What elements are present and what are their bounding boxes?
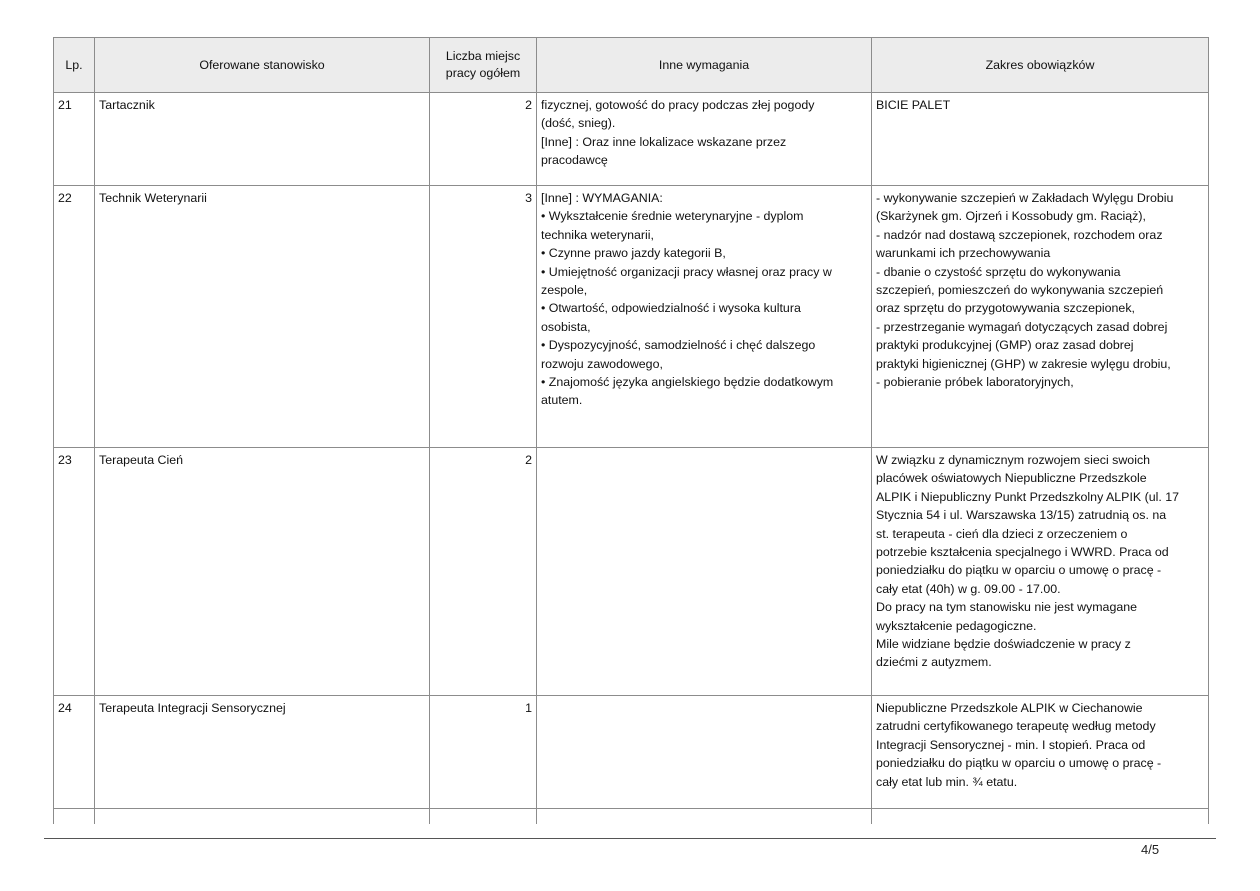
cell-text-line: • Czynne prawo jazdy kategorii B, — [541, 246, 726, 261]
row-position: Tartacznik — [95, 93, 430, 186]
header-count — [430, 38, 537, 93]
cell-text-line: dziećmi z autyzmem. — [876, 655, 992, 670]
cell-text-line: - pobieranie próbek laboratoryjnych, — [876, 375, 1074, 390]
table-row — [54, 93, 1209, 186]
row-requirements — [537, 186, 872, 448]
cell-text-line: praktyki higienicznej (GHP) w zakresie wylęgu drobiu, — [876, 356, 1171, 371]
table-row — [54, 448, 1209, 696]
row-requirements — [537, 696, 872, 809]
cell-text-line: (Skarżynek gm. Ojrzeń i Kossobudy gm. Raciąż), — [876, 209, 1146, 224]
cell-text-line: osobista, — [541, 319, 591, 334]
cell-text-line: Stycznia 54 i ul. Warszawska 13/15) zatrudnią os. na — [876, 508, 1167, 523]
row-lp: 23 — [54, 448, 95, 696]
row-position: Terapeuta Cień — [95, 448, 430, 696]
cell-text-line: warunkami ich przechowywania — [876, 246, 1051, 261]
cell-text-line: - wykonywanie szczepień w Zakładach Wylęgu Drobiu — [876, 191, 1174, 205]
cell-text-line: BICIE PALET — [876, 98, 951, 112]
cell-text-line: zespole, — [541, 283, 588, 298]
cell-text-line: • Dyspozycyjność, samodzielność i chęć dalszego — [541, 338, 816, 353]
cell-text-line: wykształcenie pedagogiczne. — [876, 618, 1037, 633]
cell-text-line: cały etat (40h) w g. 09.00 - 17.00. — [876, 581, 1061, 596]
cell-text-line: Niepubliczne Przedszkole ALPIK w Ciechanowie — [876, 701, 1143, 715]
cell-text-line: [Inne] : WYMAGANIA: — [541, 191, 663, 205]
cell-text-line: cały etat lub min. ¾ etatu. — [876, 774, 1018, 789]
page-number: 4/5 — [1141, 842, 1160, 857]
footer-divider — [44, 838, 1216, 839]
row-duties — [872, 696, 1209, 809]
row-lp: 22 — [54, 186, 95, 448]
table-header-row — [54, 38, 1209, 93]
row-count: 3 — [430, 186, 537, 448]
header-position: Oferowane stanowisko — [95, 38, 430, 93]
cell-text-line: - dbanie o czystość sprzętu do wykonywania — [876, 264, 1121, 279]
cell-text-line: (dość, snieg). — [541, 116, 616, 131]
cell-text-line: • Wykształcenie średnie weterynaryjne - dyplom — [541, 209, 804, 224]
continuation-cell — [537, 809, 872, 825]
cell-text-line: - nadzór nad dostawą szczepionek, rozchodem oraz — [876, 227, 1163, 242]
continuation-cell — [95, 809, 430, 825]
row-lp: 24 — [54, 696, 95, 809]
row-position: Terapeuta Integracji Sensorycznej — [95, 696, 430, 809]
cell-text-line: • Umiejętność organizacji pracy własnej oraz pracy w — [541, 264, 832, 279]
cell-text-line: • Otwartość, odpowiedzialność i wysoka kultura — [541, 301, 801, 316]
cell-text-line: praktyki produkcyjnej (GMP) oraz zasad dobrej — [876, 338, 1134, 353]
cell-text-line: zatrudni certyfikowanego terapeutę według metody — [876, 719, 1156, 734]
cell-text-line: Integracji Sensorycznej - min. I stopień. Praca od — [876, 737, 1146, 752]
cell-text-line: placówek oświatowych Niepubliczne Przedszkole — [876, 471, 1147, 486]
cell-text-line: rozwoju zawodowego, — [541, 356, 663, 371]
header-count-line2: pracy ogółem — [445, 66, 521, 80]
cell-text-line: Do pracy na tym stanowisku nie jest wymagane — [876, 600, 1138, 615]
cell-text-line: poniedziałku do piątku w oparciu o umowę o pracę - — [876, 563, 1162, 578]
cell-text-line: Mile widziane będzie doświadczenie w pracy z — [876, 637, 1131, 652]
cell-text-line: technika weterynarii, — [541, 227, 654, 242]
cell-text-line: atutem. — [541, 393, 583, 408]
continuation-cell — [872, 809, 1209, 825]
header-requirements: Inne wymagania — [537, 38, 872, 93]
cell-text-line: st. terapeuta - cień dla dzieci z orzeczeniem o — [876, 526, 1128, 541]
table-continuation-row — [54, 809, 1209, 825]
cell-text-line: oraz sprzętu do przygotowywania szczepionek, — [876, 301, 1135, 316]
row-position: Technik Weterynarii — [95, 186, 430, 448]
continuation-cell — [54, 809, 95, 825]
row-count: 2 — [430, 448, 537, 696]
cell-text-line: [Inne] : Oraz inne lokalizace wskazane przez — [541, 134, 787, 149]
row-requirements — [537, 448, 872, 696]
cell-text-line: poniedziałku do piątku w oparciu o umowę o pracę - — [876, 756, 1162, 771]
row-count: 1 — [430, 696, 537, 809]
row-duties — [872, 93, 1209, 186]
row-count: 2 — [430, 93, 537, 186]
cell-text-line: szczepień, pomieszczeń do wykonywania szczepień — [876, 283, 1164, 298]
row-duties — [872, 448, 1209, 696]
cell-text-line: W związku z dynamicznym rozwojem sieci swoich — [876, 453, 1151, 467]
table-row — [54, 696, 1209, 809]
row-requirements — [537, 93, 872, 186]
row-duties — [872, 186, 1209, 448]
table-row — [54, 186, 1209, 448]
cell-text-line: ALPIK i Niepubliczny Punkt Przedszkolny ALPIK (ul. 17 — [876, 489, 1180, 504]
header-count-line1: Liczba miejsc — [445, 49, 521, 63]
cell-text-line: fizycznej, gotowość do pracy podczas złej pogody — [541, 98, 815, 112]
row-lp: 21 — [54, 93, 95, 186]
cell-text-line: • Znajomość języka angielskiego będzie dodatkowym — [541, 375, 834, 390]
job-offers-table — [53, 37, 1209, 824]
cell-text-line: - przestrzeganie wymagań dotyczących zasad dobrej — [876, 319, 1168, 334]
header-duties: Zakres obowiązków — [872, 38, 1209, 93]
cell-text-line: potrzebie kształcenia specjalnego i WWRD. Praca od — [876, 545, 1169, 560]
header-lp: Lp. — [54, 38, 95, 93]
cell-text-line: pracodawcę — [541, 153, 608, 168]
continuation-cell — [430, 809, 537, 825]
